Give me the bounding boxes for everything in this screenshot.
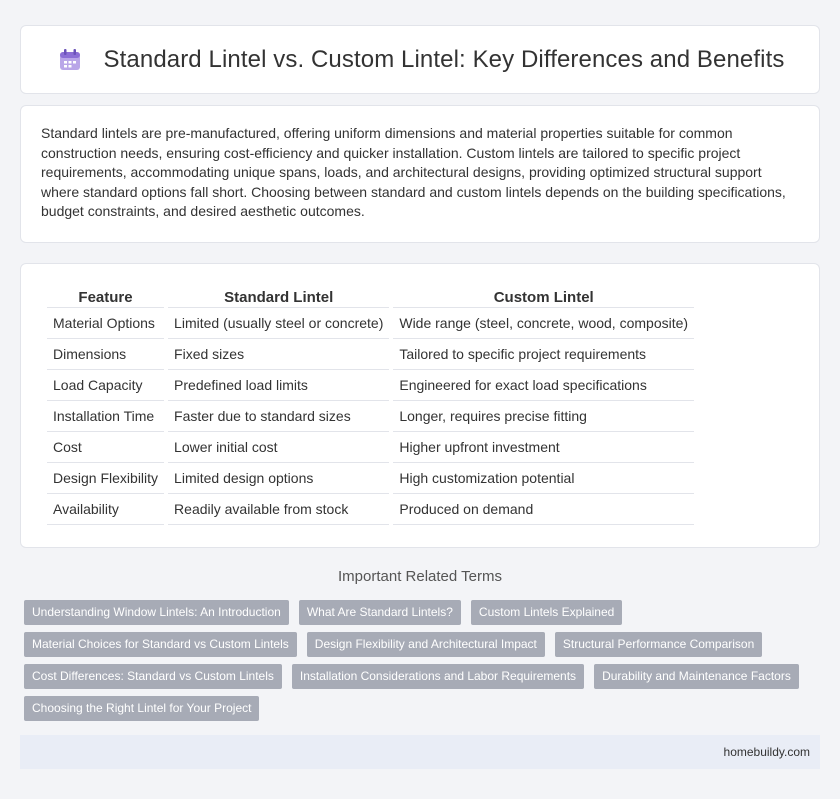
table-row	[47, 463, 694, 494]
table-row	[47, 401, 694, 432]
related-term-tag[interactable]: Structural Performance Comparison	[555, 632, 762, 657]
comparison-card	[20, 263, 820, 548]
table-cell: Lower initial cost	[168, 432, 389, 463]
column-header: Standard Lintel	[168, 286, 389, 308]
related-term-tag[interactable]: Durability and Maintenance Factors	[594, 664, 799, 689]
table-cell: Load Capacity	[47, 370, 164, 401]
table-cell: Limited design options	[168, 463, 389, 494]
table-cell: Availability	[47, 494, 164, 525]
site-name[interactable]: homebuildy.com	[723, 745, 810, 759]
table-row	[47, 339, 694, 370]
related-term-tag[interactable]: Choosing the Right Lintel for Your Project	[24, 696, 259, 721]
column-header: Custom Lintel	[393, 286, 694, 308]
table-cell: Produced on demand	[393, 494, 694, 525]
table-cell: Engineered for exact load specifications	[393, 370, 694, 401]
table-row	[47, 494, 694, 525]
table-cell: Installation Time	[47, 401, 164, 432]
table-cell: Readily available from stock	[168, 494, 389, 525]
table-cell: Fixed sizes	[168, 339, 389, 370]
related-term-tag[interactable]: What Are Standard Lintels?	[299, 600, 461, 625]
table-cell: Dimensions	[47, 339, 164, 370]
table-cell: Higher upfront investment	[393, 432, 694, 463]
calendar-icon	[56, 46, 84, 74]
table-cell: Longer, requires precise fitting	[393, 401, 694, 432]
table-cell: Limited (usually steel or concrete)	[168, 308, 389, 339]
related-term-tag[interactable]: Installation Considerations and Labor Requirements	[292, 664, 584, 689]
related-term-tag[interactable]: Cost Differences: Standard vs Custom Lintels	[24, 664, 282, 689]
related-term-tag[interactable]: Understanding Window Lintels: An Introduction	[24, 600, 289, 625]
intro-text: Standard lintels are pre-manufactured, offering uniform dimensions and material properties suitable for common construction needs, ensuring cost-efficiency and quicker installation. Custom lintels are tailored to specific project requirements, accommodating unique spans, loads, and architectural designs, providing optimized structural support where standard options fall short. Choosing between standard and custom lintels depends on the building specifications, budget constraints, and desired aesthetic outcomes.	[41, 125, 786, 220]
table-cell: High customization potential	[393, 463, 694, 494]
table-row	[47, 432, 694, 463]
related-term-tag[interactable]: Material Choices for Standard vs Custom Lintels	[24, 632, 297, 657]
table-cell: Predefined load limits	[168, 370, 389, 401]
table-cell: Tailored to specific project requirements	[393, 339, 694, 370]
table-cell: Design Flexibility	[47, 463, 164, 494]
related-terms-title: Important Related Terms	[338, 568, 502, 585]
page-header	[20, 25, 820, 94]
table-cell: Cost	[47, 432, 164, 463]
table-cell: Material Options	[47, 308, 164, 339]
related-term-tag[interactable]: Design Flexibility and Architectural Impact	[307, 632, 545, 657]
table-cell: Faster due to standard sizes	[168, 401, 389, 432]
related-term-tag[interactable]: Custom Lintels Explained	[471, 600, 622, 625]
page-title: Standard Lintel vs. Custom Lintel: Key Differences and Benefits	[103, 45, 785, 73]
page-footer	[20, 735, 820, 769]
table-header-row	[47, 286, 694, 308]
comparison-table	[43, 286, 698, 525]
column-header: Feature	[47, 286, 164, 308]
table-row	[47, 308, 694, 339]
related-terms-list	[22, 600, 812, 728]
table-cell: Wide range (steel, concrete, wood, composite)	[393, 308, 694, 339]
intro-card	[20, 105, 820, 243]
table-row	[47, 370, 694, 401]
